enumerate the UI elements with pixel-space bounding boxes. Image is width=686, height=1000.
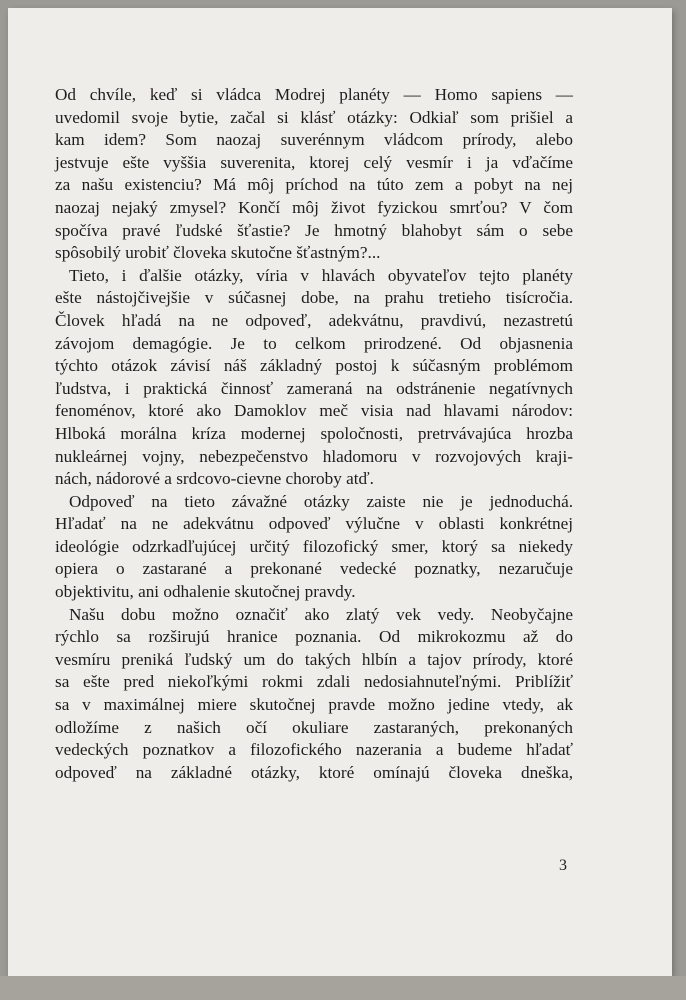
text-line: spôsobilý urobiť človeka skutočne šťastným?... (55, 243, 381, 263)
text-line: Hľadať na ne adekvátnu odpoveď výlučne v oblasti konkrétnej (55, 514, 573, 534)
text-line: Našu dobu možno označiť ako zlatý vek vedy. Neobyčajne (69, 604, 573, 624)
text-line: uvedomil svoje bytie, začal si klásť otázky: Odkiaľ som prišiel a (55, 107, 573, 127)
text-line: Človek hľadá na ne odpoveď, adekvátnu, pravdivú, nezastretú (55, 310, 573, 330)
text-line: rýchlo sa rozširujú hranice poznania. Od mikrokozmu až do (55, 627, 573, 647)
text-line: sa ešte pred niekoľkými rokmi zdali nedosiahnuteľnými. Priblížiť (55, 672, 573, 692)
text-line: Tieto, i ďalšie otázky, víria v hlavách obyvateľov tejto planéty (69, 265, 573, 285)
text-line: závojom demagógie. Je to celkom prirodzené. Od objasnenia (55, 333, 573, 353)
text-line: Odpoveď na tieto závažné otázky zaiste nie je jednoduchá. (69, 491, 573, 511)
text-line: za našu existenciu? Má môj príchod na túto zem a pobyt na nej (55, 175, 573, 195)
text-line: vedeckých poznatkov a filozofického nazerania a budeme hľadať (55, 740, 573, 760)
text-line: Od chvíle, keď si vládca Modrej planéty — Homo sapiens — (55, 85, 573, 104)
text-line: ideológie odzrkadľujúcej určitý filozofický smer, ktorý sa niekedy (55, 536, 573, 556)
text-line: jestvuje ešte vyššia suverenita, ktorej celý vesmír i ja vďačíme (55, 152, 573, 172)
text-line: vesmíru preniká ľudský um do takých hlbín a tajov prírody, ktoré (55, 649, 573, 669)
text-line: sa v maximálnej miere skutočnej pravde možno jedine vtedy, ak (55, 695, 573, 715)
text-line: opiera o zastarané a prekonané vedecké poznatky, nezaručuje (55, 559, 573, 579)
text-line: spočíva pravé ľudské šťastie? Je hmotný blahobyt sám o sebe (55, 220, 573, 240)
text-line: naozaj nejaký zmysel? Končí môj život fyzickou smrťou? V čom (55, 197, 573, 217)
text-line: nách, nádorové a srdcovo-cievne choroby atď. (55, 469, 374, 489)
text-line: týchto otázok závisí náš základný postoj k súčasným problémom (55, 356, 573, 376)
body-text (55, 84, 573, 784)
table-surface (0, 976, 686, 1000)
text-line: ešte nástojčivejšie v súčasnej dobe, na prahu tretieho tisícročia. (55, 288, 573, 308)
text-line: kam idem? Som naozaj suverénnym vládcom prírody, alebo (55, 130, 573, 150)
text-line: odložíme z našich očí okuliare zastaraných, prekonaných (55, 717, 573, 737)
text-line: fenoménov, ktoré ako Damoklov meč visia nad hlavami národov: (55, 401, 573, 421)
page-number: 3 (559, 857, 567, 874)
text-line: odpoveď na základné otázky, ktoré omínajú človeka dneška, (55, 762, 573, 782)
text-line: objektivitu, ani odhalenie skutočnej pravdy. (55, 582, 356, 602)
text-line: Hlboká morálna kríza modernej spoločnosti, pretrvávajúca hrozba (55, 423, 573, 443)
text-line: nukleárnej vojny, nebezpečenstvo hladomoru v rozvojových kraji- (55, 446, 573, 466)
text-line: ľudstva, i praktická činnosť zameraná na odstránenie negatívnych (55, 378, 573, 398)
